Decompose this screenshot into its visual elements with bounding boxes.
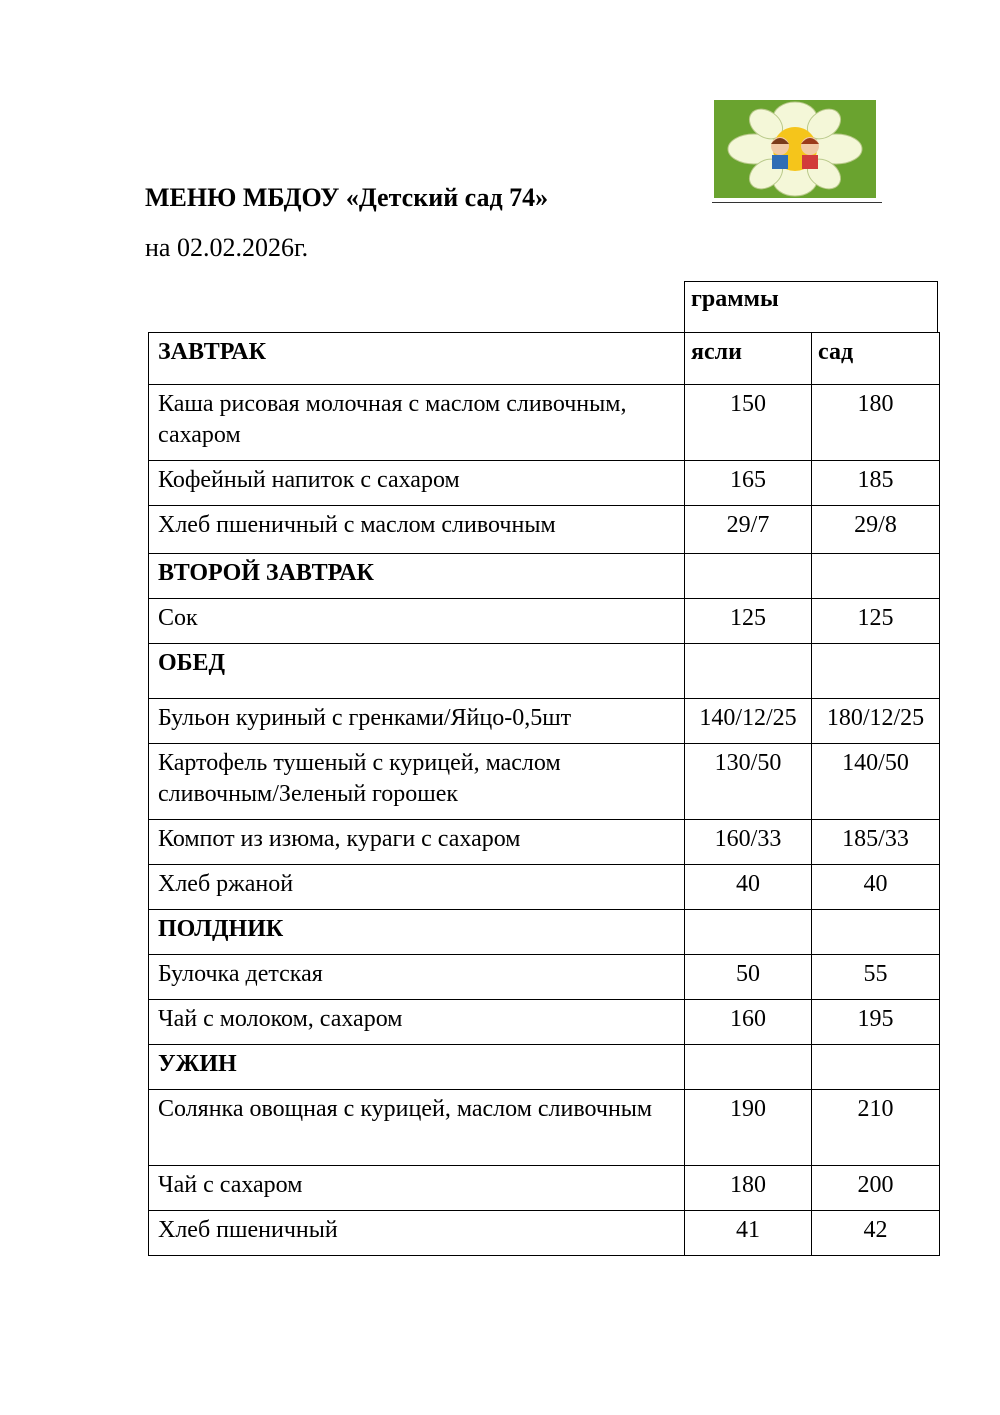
column-header-nursery: ясли [685, 333, 812, 385]
section-title: ПОЛДНИК [149, 910, 685, 955]
section-title: УЖИН [149, 1045, 685, 1090]
garden-grams: 125 [812, 599, 940, 644]
dish-row [149, 506, 940, 554]
nursery-grams: 160/33 [685, 820, 812, 865]
nursery-grams: 150 [685, 385, 812, 461]
nursery-grams: 29/7 [685, 506, 812, 554]
nursery-grams: 180 [685, 1166, 812, 1211]
dish-row [149, 1000, 940, 1045]
dish-name: Солянка овощная с курицей, маслом сливочным [149, 1090, 685, 1166]
dish-row [149, 744, 940, 820]
garden-grams: 55 [812, 955, 940, 1000]
garden-grams: 40 [812, 865, 940, 910]
section-row [149, 910, 940, 955]
garden-grams: 180/12/25 [812, 699, 940, 744]
dish-name: Картофель тушеный с курицей, маслом сливочным/Зеленый горошек [149, 744, 685, 820]
nursery-grams [685, 644, 812, 699]
section-title: ОБЕД [149, 644, 685, 699]
dish-row [149, 1090, 940, 1166]
nursery-grams [685, 910, 812, 955]
dish-row [149, 1211, 940, 1256]
kindergarten-logo [714, 100, 876, 198]
nursery-grams: 160 [685, 1000, 812, 1045]
nursery-grams: 50 [685, 955, 812, 1000]
garden-grams: 42 [812, 1211, 940, 1256]
garden-grams: 195 [812, 1000, 940, 1045]
nursery-grams: 165 [685, 461, 812, 506]
nursery-grams: 40 [685, 865, 812, 910]
dish-name: Компот из изюма, кураги с сахаром [149, 820, 685, 865]
garden-grams: 185/33 [812, 820, 940, 865]
garden-grams: 200 [812, 1166, 940, 1211]
nursery-grams [685, 1045, 812, 1090]
dish-row [149, 699, 940, 744]
garden-grams: 180 [812, 385, 940, 461]
grams-label: граммы [691, 286, 779, 312]
dish-name: Чай с молоком, сахаром [149, 1000, 685, 1045]
garden-grams [812, 644, 940, 699]
dish-row [149, 955, 940, 1000]
column-header-garden: сад [812, 333, 940, 385]
logo-underline [712, 202, 882, 203]
section-row [149, 1045, 940, 1090]
nursery-grams: 190 [685, 1090, 812, 1166]
section-title: ЗАВТРАК [149, 333, 685, 385]
section-title: ВТОРОЙ ЗАВТРАК [149, 554, 685, 599]
nursery-grams: 41 [685, 1211, 812, 1256]
dish-row [149, 461, 940, 506]
flower-logo-icon [714, 100, 876, 198]
garden-grams [812, 910, 940, 955]
nursery-grams: 140/12/25 [685, 699, 812, 744]
dish-name: Сок [149, 599, 685, 644]
section-row [149, 554, 940, 599]
dish-name: Чай с сахаром [149, 1166, 685, 1211]
dish-name: Булочка детская [149, 955, 685, 1000]
garden-grams [812, 1045, 940, 1090]
menu-table [148, 332, 940, 1256]
dish-row [149, 865, 940, 910]
dish-row [149, 820, 940, 865]
dish-row [149, 1166, 940, 1211]
menu-table-body [149, 333, 940, 1256]
garden-grams: 210 [812, 1090, 940, 1166]
nursery-grams: 125 [685, 599, 812, 644]
section-row [149, 333, 940, 385]
menu-date: на 02.02.2026г. [145, 233, 309, 262]
dish-row [149, 385, 940, 461]
dish-name: Хлеб пшеничный [149, 1211, 685, 1256]
nursery-grams [685, 554, 812, 599]
dish-name: Кофейный напиток с сахаром [149, 461, 685, 506]
nursery-grams: 130/50 [685, 744, 812, 820]
garden-grams [812, 554, 940, 599]
section-row [149, 644, 940, 699]
page-title: МЕНЮ МБДОУ «Детский сад 74» [145, 183, 549, 212]
grams-header-cell [684, 281, 938, 332]
garden-grams: 29/8 [812, 506, 940, 554]
dish-name: Хлеб пшеничный с маслом сливочным [149, 506, 685, 554]
dish-name: Бульон куриный с гренками/Яйцо-0,5шт [149, 699, 685, 744]
garden-grams: 185 [812, 461, 940, 506]
dish-row [149, 599, 940, 644]
dish-name: Каша рисовая молочная с маслом сливочным, сахаром [149, 385, 685, 461]
garden-grams: 140/50 [812, 744, 940, 820]
dish-name: Хлеб ржаной [149, 865, 685, 910]
